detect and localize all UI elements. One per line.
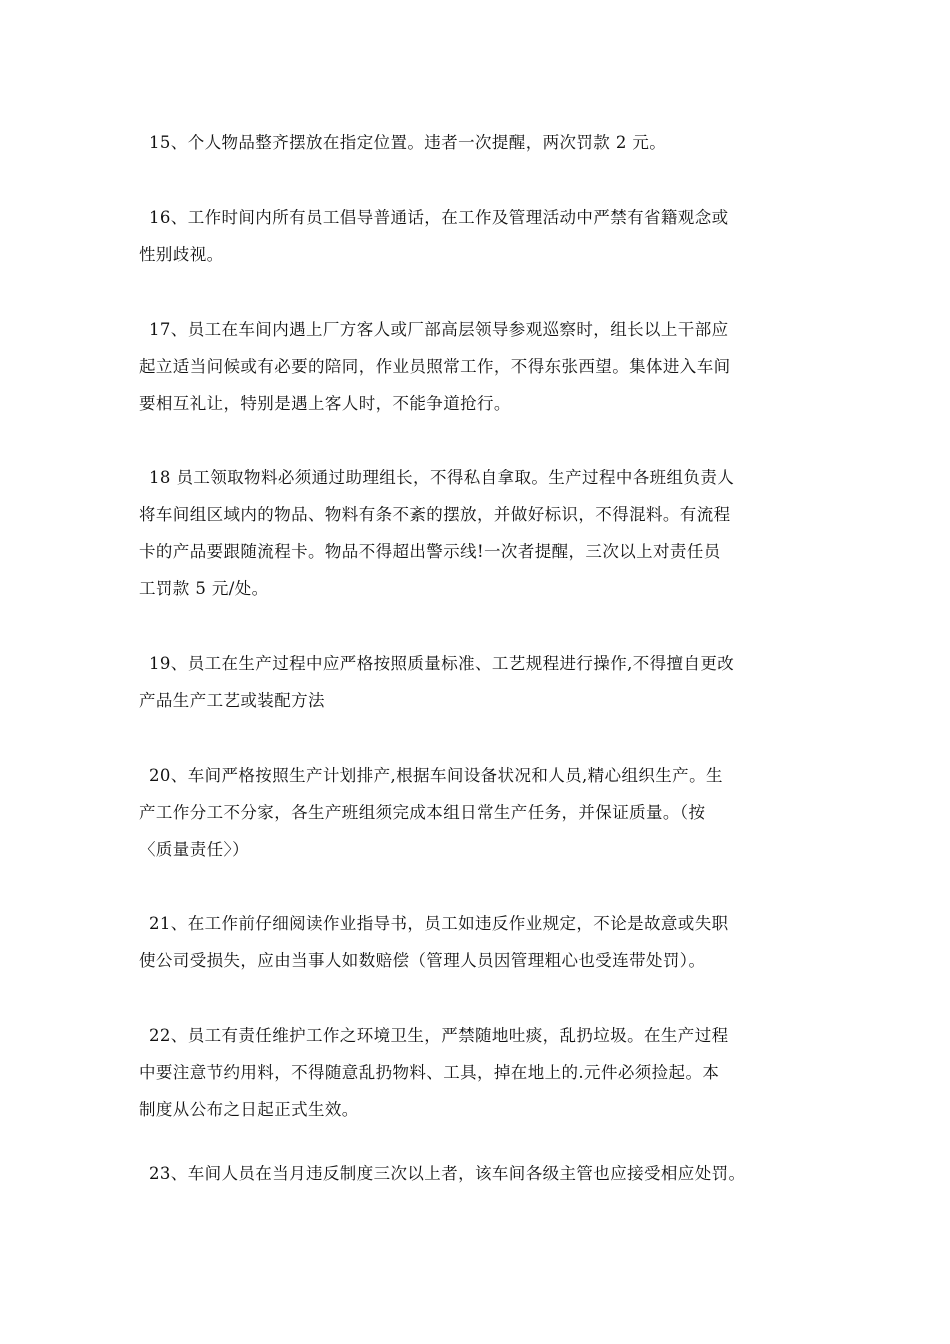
clause-17 bbox=[139, 311, 829, 422]
clause-18 bbox=[139, 459, 829, 607]
clause-line: 中要注意节约用料，不得随意乱扔物料、工具，掉在地上的.元件必须捡起。本 bbox=[139, 1063, 720, 1082]
clause-line: 产品生产工艺或装配方法 bbox=[139, 691, 325, 710]
clause-15 bbox=[139, 124, 829, 161]
clause-line: 性别歧视。 bbox=[139, 245, 224, 264]
clause-line: 21、在工作前仔细阅读作业指导书，员工如违反作业规定，不论是故意或失职 bbox=[149, 914, 729, 933]
clause-line: 17、员工在车间内遇上厂方客人或厂部高层领导参观巡察时，组长以上干部应 bbox=[149, 320, 729, 339]
clause-19 bbox=[139, 645, 829, 719]
clause-line: 制度从公布之日起正式生效。 bbox=[139, 1100, 359, 1119]
clause-line: 22、员工有责任维护工作之环境卫生，严禁随地吐痰，乱扔垃圾。在生产过程 bbox=[149, 1026, 729, 1045]
clause-line: 起立适当问候或有必要的陪同，作业员照常工作，不得东张西望。集体进入车间 bbox=[139, 357, 731, 376]
clause-line: 产工作分工不分家，各生产班组须完成本组日常生产任务，并保证质量。（按 bbox=[139, 803, 706, 822]
clause-22 bbox=[139, 1017, 829, 1128]
clause-line: 卡的产品要跟随流程卡。物品不得超出警示线!一次者提醒，三次以上对责任员 bbox=[139, 542, 721, 561]
clause-23 bbox=[139, 1155, 829, 1192]
clause-line: 23、车间人员在当月违反制度三次以上者，该车间各级主管也应接受相应处罚。 bbox=[149, 1164, 746, 1183]
clause-line: 18 员工领取物料必须通过助理组长，不得私自拿取。生产过程中各班组负责人 bbox=[149, 468, 735, 487]
clause-line: 16、工作时间内所有员工倡导普通话，在工作及管理活动中严禁有省籍观念或 bbox=[149, 208, 729, 227]
clause-line: 要相互礼让，特别是遇上客人时，不能争道抢行。 bbox=[139, 394, 511, 413]
clause-20 bbox=[139, 757, 829, 868]
clause-line: 〈质量责任〉） bbox=[139, 840, 250, 859]
clause-line: 15、个人物品整齐摆放在指定位置。违者一次提醒，两次罚款 2 元。 bbox=[149, 133, 667, 152]
clause-16 bbox=[139, 199, 829, 273]
clause-line: 工罚款 5 元/处。 bbox=[139, 579, 269, 598]
clause-21 bbox=[139, 905, 829, 979]
clause-line: 20、车间严格按照生产计划排产,根据车间设备状况和人员,精心组织生产。生 bbox=[149, 766, 723, 785]
clause-line: 19、员工在生产过程中应严格按照质量标准、工艺规程进行操作,不得擅自更改 bbox=[149, 654, 735, 673]
clause-line: 将车间组区域内的物品、物料有条不紊的摆放，并做好标识，不得混料。有流程 bbox=[139, 505, 731, 524]
clause-line: 使公司受损失，应由当事人如数赔偿（管理人员因管理粗心也受连带处罚）。 bbox=[139, 951, 706, 970]
